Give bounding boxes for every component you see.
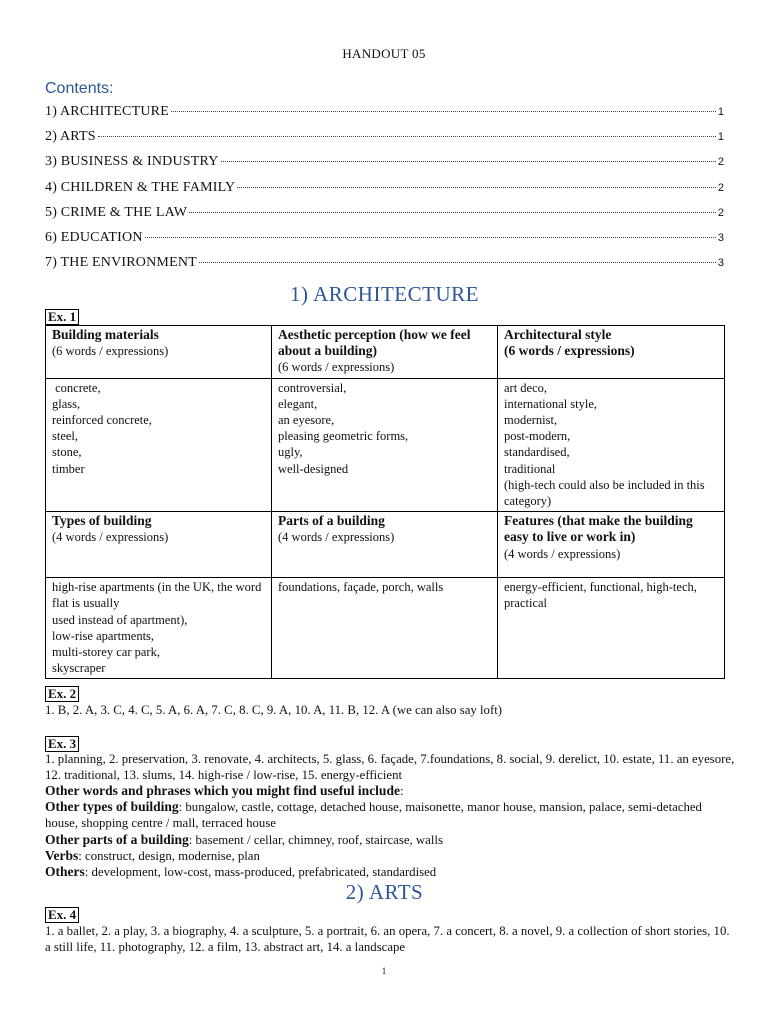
table-header-cell: Aesthetic perception (how we feel about a building) (6 words / expressions) <box>272 326 498 379</box>
toc-entry-label: 5) CRIME & THE LAW <box>45 204 188 220</box>
exercise-answers: 1. planning, 2. preservation, 3. renovate, 4. architects, 5. glass, 6. façade, 7.foundations, 8. social, 9. derelict, 10. estate, 11. an eyesore, 12. traditional, 13. slums, 14. high-rise / low-rise, 15. energy-efficient <box>45 752 735 783</box>
toc-leader-dots <box>145 237 716 238</box>
other-words-paragraph: Other words and phrases which you might find useful include: Other types of building: bungalow, castle, cottage, detached house, maisonette, manor house, mansion, palace, semi-detached house, shopping centre / mall, terraced house Other parts of a building: basement / cellar, chimney, roof, staircase, walls Verbs: construct, design, modernise, plan Others: development, low-cost, mass-produced, prefabricated, standardised <box>45 783 702 880</box>
table-header-cell: Types of building (4 words / expressions) <box>46 512 272 578</box>
toc-entry-page: 3 <box>717 257 724 270</box>
toc-entry[interactable] <box>45 180 724 205</box>
exercise-label: Ex. 2 <box>45 686 79 702</box>
toc-leader-dots <box>171 111 716 112</box>
exercise-answers: 1. B, 2. A, 3. C, 4. C, 5. A, 6. A, 7. C, 8. C, 9. A, 10. A, 11. B, 12. A (we can also say loft) <box>45 703 503 717</box>
other-types-text: : bungalow, castle, cottage, detached house, maisonette, manor house, mansion, palace, semi-detached house, shopping centre / mall, terraced house <box>45 800 702 831</box>
page-number: 1 <box>381 966 387 976</box>
toc-leader-dots <box>199 262 716 263</box>
toc-entry-label: 7) THE ENVIRONMENT <box>45 255 197 271</box>
table-cell: energy-efficient, functional, high-tech, practical <box>498 578 725 679</box>
table-header-cell: Architectural style (6 words / expressions) <box>498 326 725 379</box>
other-words-title: Other words and phrases which you might find useful include <box>45 783 400 798</box>
toc-entry-label: 2) ARTS <box>45 129 96 145</box>
others-text: : development, low-cost, mass-produced, prefabricated, standardised <box>84 865 437 880</box>
toc-leader-dots <box>98 136 716 137</box>
toc-entry-page: 3 <box>717 231 724 244</box>
toc-entry[interactable] <box>45 205 724 230</box>
table-header-cell: Building materials (6 words / expressions) <box>46 326 272 379</box>
toc-entry-page: 1 <box>717 131 724 144</box>
toc-entry-page: 2 <box>717 181 724 194</box>
toc-entry-label: 6) EDUCATION <box>45 229 143 245</box>
exercise-label: Ex. 4 <box>45 907 79 923</box>
table-cell: art deco, international style, modernist, post-modern, standardised, traditional (high-tech could also be included in this category) <box>498 378 725 512</box>
toc-leader-dots <box>189 212 716 213</box>
other-types-label: Other types of building <box>45 799 179 815</box>
toc-entry[interactable] <box>45 230 724 255</box>
toc-leader-dots <box>237 187 716 188</box>
exercise-answers: 1. a ballet, 2. a play, 3. a biography, 4. a sculpture, 5. a portrait, 6. an opera, 7. a concert, 8. a novel, 9. a collection of short stories, 10. a still life, 11. photography, 12. a film, 13. abstract art, 14. a landscape <box>45 924 730 955</box>
toc-entry-page: 1 <box>717 106 724 118</box>
table-cell: foundations, façade, porch, walls <box>272 578 498 679</box>
table-header-row <box>46 326 725 379</box>
toc-entry-page: 2 <box>717 156 724 169</box>
toc-entry-label: 1) ARCHITECTURE <box>45 104 169 119</box>
toc-entry[interactable] <box>45 255 724 280</box>
other-parts-label: Other parts of a building <box>45 831 189 847</box>
toc-entry[interactable] <box>45 154 724 179</box>
table-row <box>46 378 725 512</box>
contents-title: Contents: <box>45 80 114 97</box>
table-cell: concrete, glass, reinforced concrete, steel, stone, timber <box>46 378 272 512</box>
toc-entry-page: 2 <box>717 206 724 219</box>
table-cell: controversial, elegant, an eyesore, pleasing geometric forms, ugly, well-designed <box>272 378 498 512</box>
toc-entry[interactable] <box>45 129 724 154</box>
other-parts-text: : basement / cellar, chimney, roof, staircase, walls <box>188 832 443 847</box>
exercise-label: Ex. 1 <box>45 309 79 325</box>
toc-leader-dots <box>221 161 716 162</box>
toc-entry[interactable] <box>45 104 724 129</box>
table-row <box>46 578 725 679</box>
table-header-cell: Parts of a building (4 words / expressions) <box>272 512 498 578</box>
section-heading-arts: 2) ARTS <box>345 880 424 904</box>
table-header-row <box>46 512 725 578</box>
table-cell: high-rise apartments (in the UK, the word flat is usually used instead of apartment), low-rise apartments, multi-storey car park, skyscraper <box>46 578 272 679</box>
section-heading-architecture: 1) ARCHITECTURE <box>290 282 479 306</box>
table-header-cell: Features (that make the building easy to live or work in) (4 words / expressions) <box>498 512 725 578</box>
architecture-vocabulary-table <box>45 325 725 679</box>
verbs-label: Verbs <box>45 847 79 863</box>
toc-entry-label: 3) BUSINESS & INDUSTRY <box>45 154 219 170</box>
exercise-label: Ex. 3 <box>45 736 79 752</box>
toc-entry-label: 4) CHILDREN & THE FAMILY <box>45 179 236 195</box>
verbs-text: : construct, design, modernise, plan <box>78 848 260 863</box>
handout-title: HANDOUT 05 <box>342 46 426 61</box>
others-label: Others <box>45 864 85 880</box>
table-of-contents <box>45 104 724 280</box>
